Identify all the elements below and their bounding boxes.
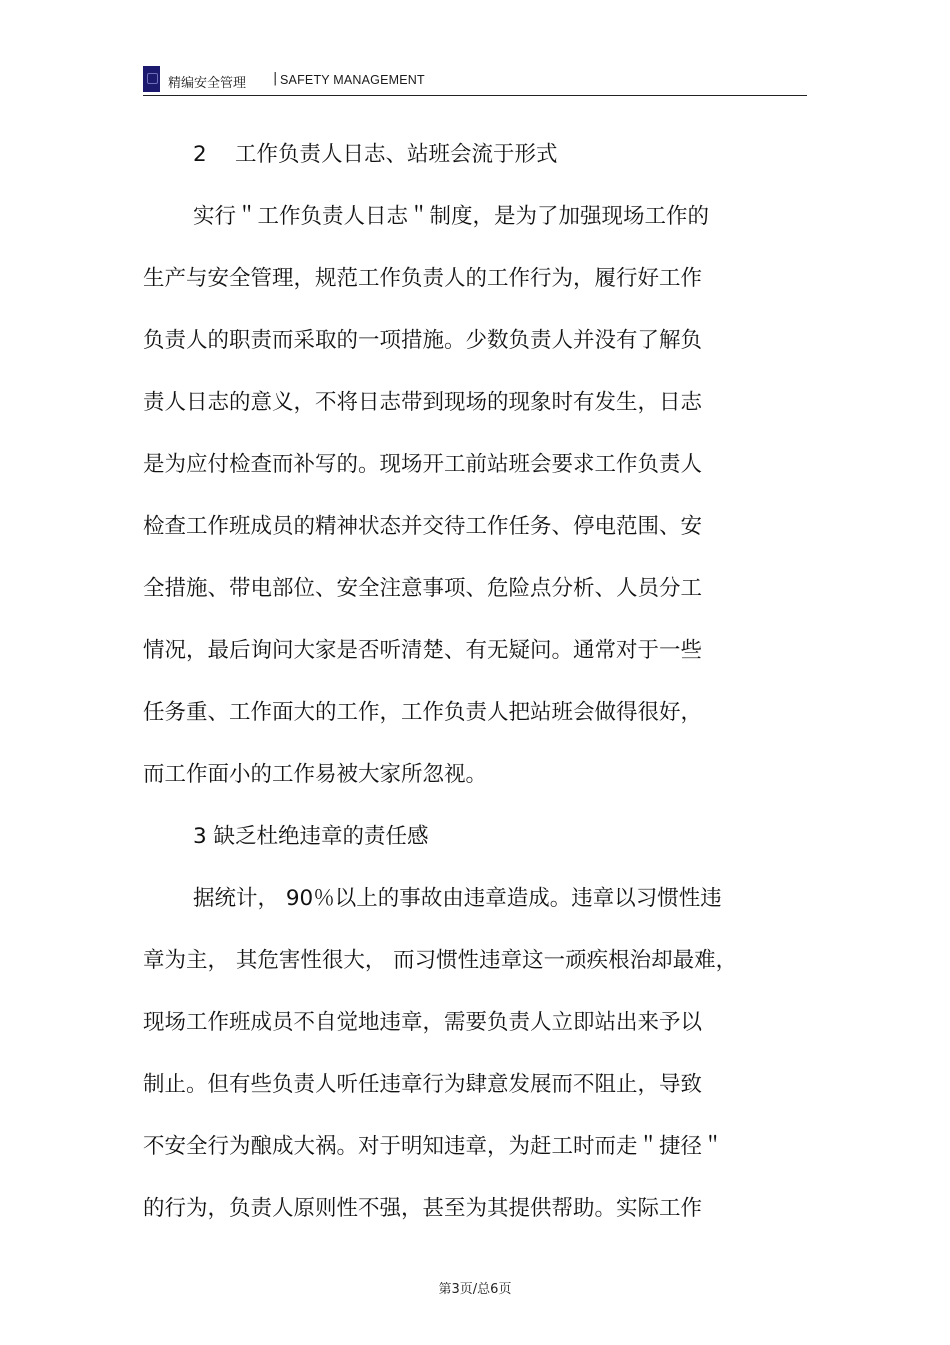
page-number: 第3页/总6页 [438, 1282, 512, 1297]
header-title: 精编安全管理 [168, 76, 247, 91]
paragraph-line: 情况，最后询问大家是否听清楚、有无疑问。通常对于一些 [143, 638, 703, 663]
paragraph-line: 负责人的职责而采取的一项措施。少数负责人并没有了解负 [143, 328, 703, 353]
paragraph-line: 实行＂工作负责人日志＂制度，是为了加强现场工作的 [193, 204, 710, 229]
paragraph-line: 不安全行为酿成大祸。对于明知违章，为赶工时而走＂捷径＂ [143, 1134, 724, 1159]
paragraph-line: 责人日志的意义，不将日志带到现场的现象时有发生，日志 [143, 390, 703, 415]
header-separator: | [273, 71, 278, 86]
header-subtitle: SAFETY MANAGEMENT [280, 73, 425, 87]
section-heading: 2 工作负责人日志、站班会流于形式 [193, 142, 558, 167]
paragraph-line: 生产与安全管理，规范工作负责人的工作行为，履行好工作 [143, 266, 703, 291]
paragraph-line: 是为应付检查而补写的。现场开工前站班会要求工作负责人 [143, 452, 703, 477]
paragraph-line: 制止。但有些负责人听任违章行为肆意发展而不阻止，导致 [143, 1072, 703, 1097]
paragraph-line: 现场工作班成员不自觉地违章，需要负责人立即站出来予以 [143, 1010, 703, 1035]
paragraph-line: 据统计， 90％以上的事故由违章造成。违章以习惯性违 [193, 886, 722, 911]
paragraph-line: 任务重、工作面大的工作，工作负责人把站班会做得很好， [143, 700, 703, 725]
paragraph-line: 的行为，负责人原则性不强，甚至为其提供帮助。实际工作 [143, 1196, 703, 1221]
section-heading: 3 缺乏杜绝违章的责任感 [193, 824, 429, 849]
paragraph-line: 全措施、带电部位、安全注意事项、危险点分析、人员分工 [143, 576, 703, 601]
paragraph-line: 而工作面小的工作易被大家所忽视。 [143, 762, 488, 787]
paragraph-line: 章为主， 其危害性很大， 而习惯性违章这一顽疾根治却最难， [143, 948, 738, 973]
paragraph-line: 检查工作班成员的精神状态并交待工作任务、停电范围、安 [143, 514, 703, 539]
